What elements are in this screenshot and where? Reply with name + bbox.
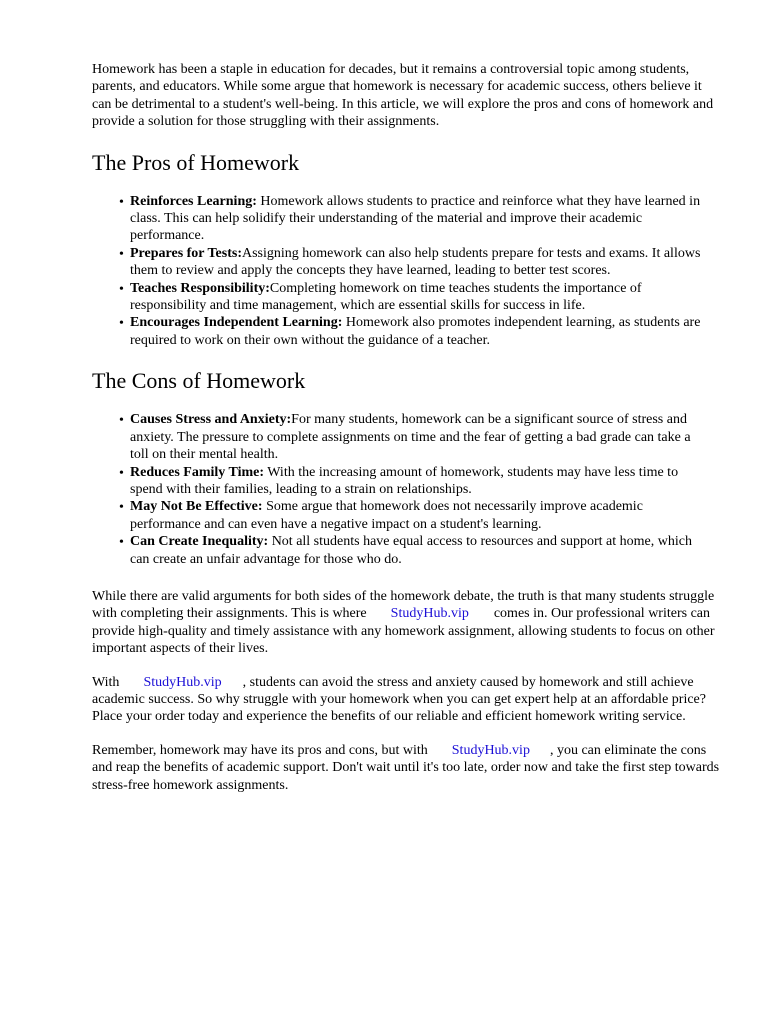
intro-paragraph: Homework has been a staple in education for decades, but it remains a controversial topic among students, parents, and educators. While some argue that homework is necessary for academic success, others believe it can be detrimental to a student's well-being. In this article, we will explore the pros and cons of homework and provide a solution for those struggling with their assignments. <box>92 62 714 130</box>
item-title: Reinforces Learning: <box>130 193 257 209</box>
list-item <box>92 498 710 533</box>
document-body <box>92 61 722 810</box>
list-item <box>92 411 710 463</box>
item-title: Teaches Responsibility: <box>130 280 270 296</box>
bullet-icon: • <box>119 194 124 210</box>
item-text: For many students, homework can be a significant source of stress and anxiety. The pressure to complete assignments on time and the fear of getting a bad grade can take a toll on their mental health. <box>130 412 691 463</box>
item-text: Assigning homework can also help students prepare for tests and exams. It allows them to review and apply the concepts they have learned, leading to better test scores. <box>130 245 701 279</box>
paragraph-text: , you can eliminate the cons and reap the benefits of academic support. Don't wait until it's too late, order now and take the first step towards stress-free homework assignments. <box>92 742 720 793</box>
paragraph-text: Remember, homework may have its pros and cons, but with <box>92 742 428 758</box>
item-title: Causes Stress and Anxiety: <box>130 412 292 428</box>
list-item <box>92 464 710 499</box>
bullet-icon: • <box>119 500 124 516</box>
bullet-icon: • <box>119 316 124 332</box>
list-item <box>92 314 710 349</box>
item-text: Not all students have equal access to resources and support at home, which can create an unfair advantage for those who do. <box>130 534 692 567</box>
list-item <box>92 280 710 315</box>
cons-heading: The Cons of Homework <box>92 368 306 394</box>
bullet-icon: • <box>119 535 124 551</box>
list-item <box>92 193 710 245</box>
bullet-icon: • <box>119 465 124 481</box>
list-item <box>92 245 710 280</box>
bullet-icon: • <box>119 281 124 297</box>
pros-heading: The Pros of Homework <box>92 149 300 175</box>
item-text: Completing homework on time teaches students the importance of responsibility and time management, which are essential skills for success in life. <box>130 280 642 314</box>
item-title: Encourages Independent Learning: <box>130 315 343 331</box>
bullet-icon: • <box>119 413 124 429</box>
item-text: With the increasing amount of homework, students may have less time to spend with their families, leading to a strain on relationships. <box>130 464 679 497</box>
studyhub-paragraph-3 <box>92 742 722 794</box>
paragraph-text: , students can avoid the stress and anxiety caused by homework and still achieve academic success. So why struggle with your homework when you can get expert help at an affordable price? Place your order today and experience the benefits of our reliable and efficient homework writing service. <box>92 674 706 725</box>
item-text: Homework allows students to practice and reinforce what they have learned in class. This can help solidify their understanding of the material and improve their academic performance. <box>130 193 701 244</box>
studyhub-paragraph-1 <box>92 588 722 658</box>
item-text: Some argue that homework does not necessarily improve academic performance and can even have a negative impact on a student's learning. <box>130 499 643 532</box>
pros-list <box>92 193 722 350</box>
studyhub-link[interactable]: StudyHub.vip <box>451 742 530 758</box>
item-text: Homework also promotes independent learning, as students are required to work on their own without the guidance of a teacher. <box>130 315 701 348</box>
studyhub-link[interactable]: StudyHub.vip <box>143 674 222 690</box>
paragraph-text: With <box>92 674 120 690</box>
paragraph-text: While there are valid arguments for both sides of the homework debate, the truth is that many students struggle with completing their assignments. This is where <box>92 588 715 622</box>
item-title: Can Create Inequality: <box>130 534 269 550</box>
studyhub-link[interactable]: StudyHub.vip <box>390 606 469 622</box>
item-title: May Not Be Effective: <box>130 499 263 515</box>
studyhub-paragraph-2 <box>92 674 722 726</box>
paragraph-text: comes in. Our professional writers can provide high-quality and timely assistance with any homework assignment, allowing students to focus on other important aspects of their lives. <box>92 606 715 657</box>
list-item <box>92 533 710 568</box>
cons-list <box>92 411 722 568</box>
bullet-icon: • <box>119 246 124 262</box>
item-title: Prepares for Tests: <box>130 245 242 261</box>
item-title: Reduces Family Time: <box>130 464 265 480</box>
